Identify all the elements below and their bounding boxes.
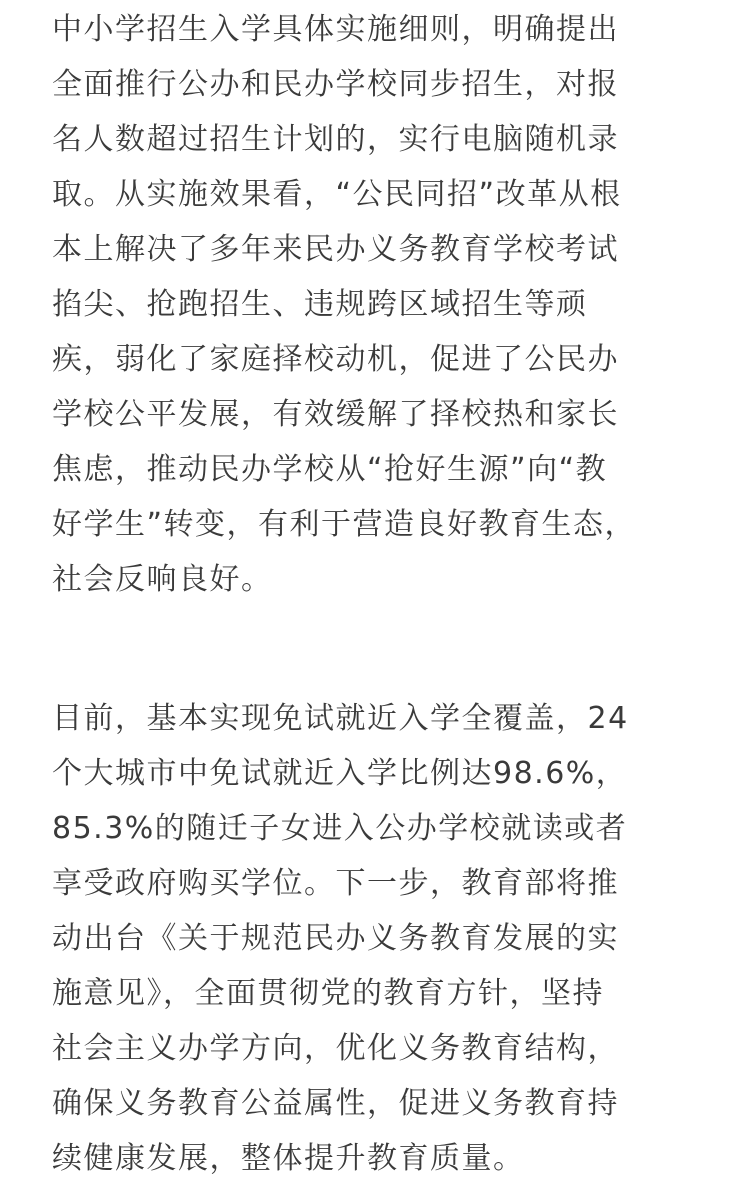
text-line: 动出台《关于规范民办义务教育发展的实 [52, 921, 619, 956]
text-line: 名人数超过招生计划的，实行电脑随机录 [52, 122, 619, 157]
paragraph-spacer [52, 607, 712, 691]
text-line: 享受政府购买学位。下一步，教育部将推 [52, 866, 619, 901]
paragraph-current-status-next-steps [52, 691, 712, 1186]
text-line: 疾，弱化了家庭择校动机，促进了公民办 [52, 342, 619, 377]
text-line: 掐尖、抢跑招生、违规跨区域招生等顽 [52, 287, 588, 322]
text-line: 施意见》，全面贯彻党的教育方针，坚持 [52, 976, 604, 1011]
text-line: 个大城市中免试就近入学比例达98.6%， [52, 756, 628, 791]
text-line: 确保义务教育公益属性，促进义务教育持 [52, 1086, 619, 1121]
article-body [52, 0, 712, 1186]
text-line: 中小学招生入学具体实施细则，明确提出 [52, 12, 619, 47]
text-line: 本上解决了多年来民办义务教育学校考试 [52, 232, 619, 267]
text-line: 全面推行公办和民办学校同步招生，对报 [52, 67, 619, 102]
text-line: 社会主义办学方向，优化义务教育结构， [52, 1031, 619, 1066]
text-line: 好学生”转变，有利于营造良好教育生态， [52, 507, 637, 542]
text-line: 取。从实施效果看，“公民同招”改革从根 [52, 177, 622, 212]
text-line: 学校公平发展，有效缓解了择校热和家长 [52, 397, 619, 432]
text-line: 85.3%的随迁子女进入公办学校就读或者 [52, 811, 628, 846]
text-line: 焦虑，推动民办学校从“抢好生源”向“教 [52, 452, 608, 487]
paragraph-public-private-enrollment [52, 2, 712, 607]
text-line: 社会反响良好。 [52, 562, 273, 597]
text-line: 目前，基本实现免试就近入学全覆盖，24 [52, 701, 629, 736]
text-line: 续健康发展，整体提升教育质量。 [52, 1141, 525, 1176]
